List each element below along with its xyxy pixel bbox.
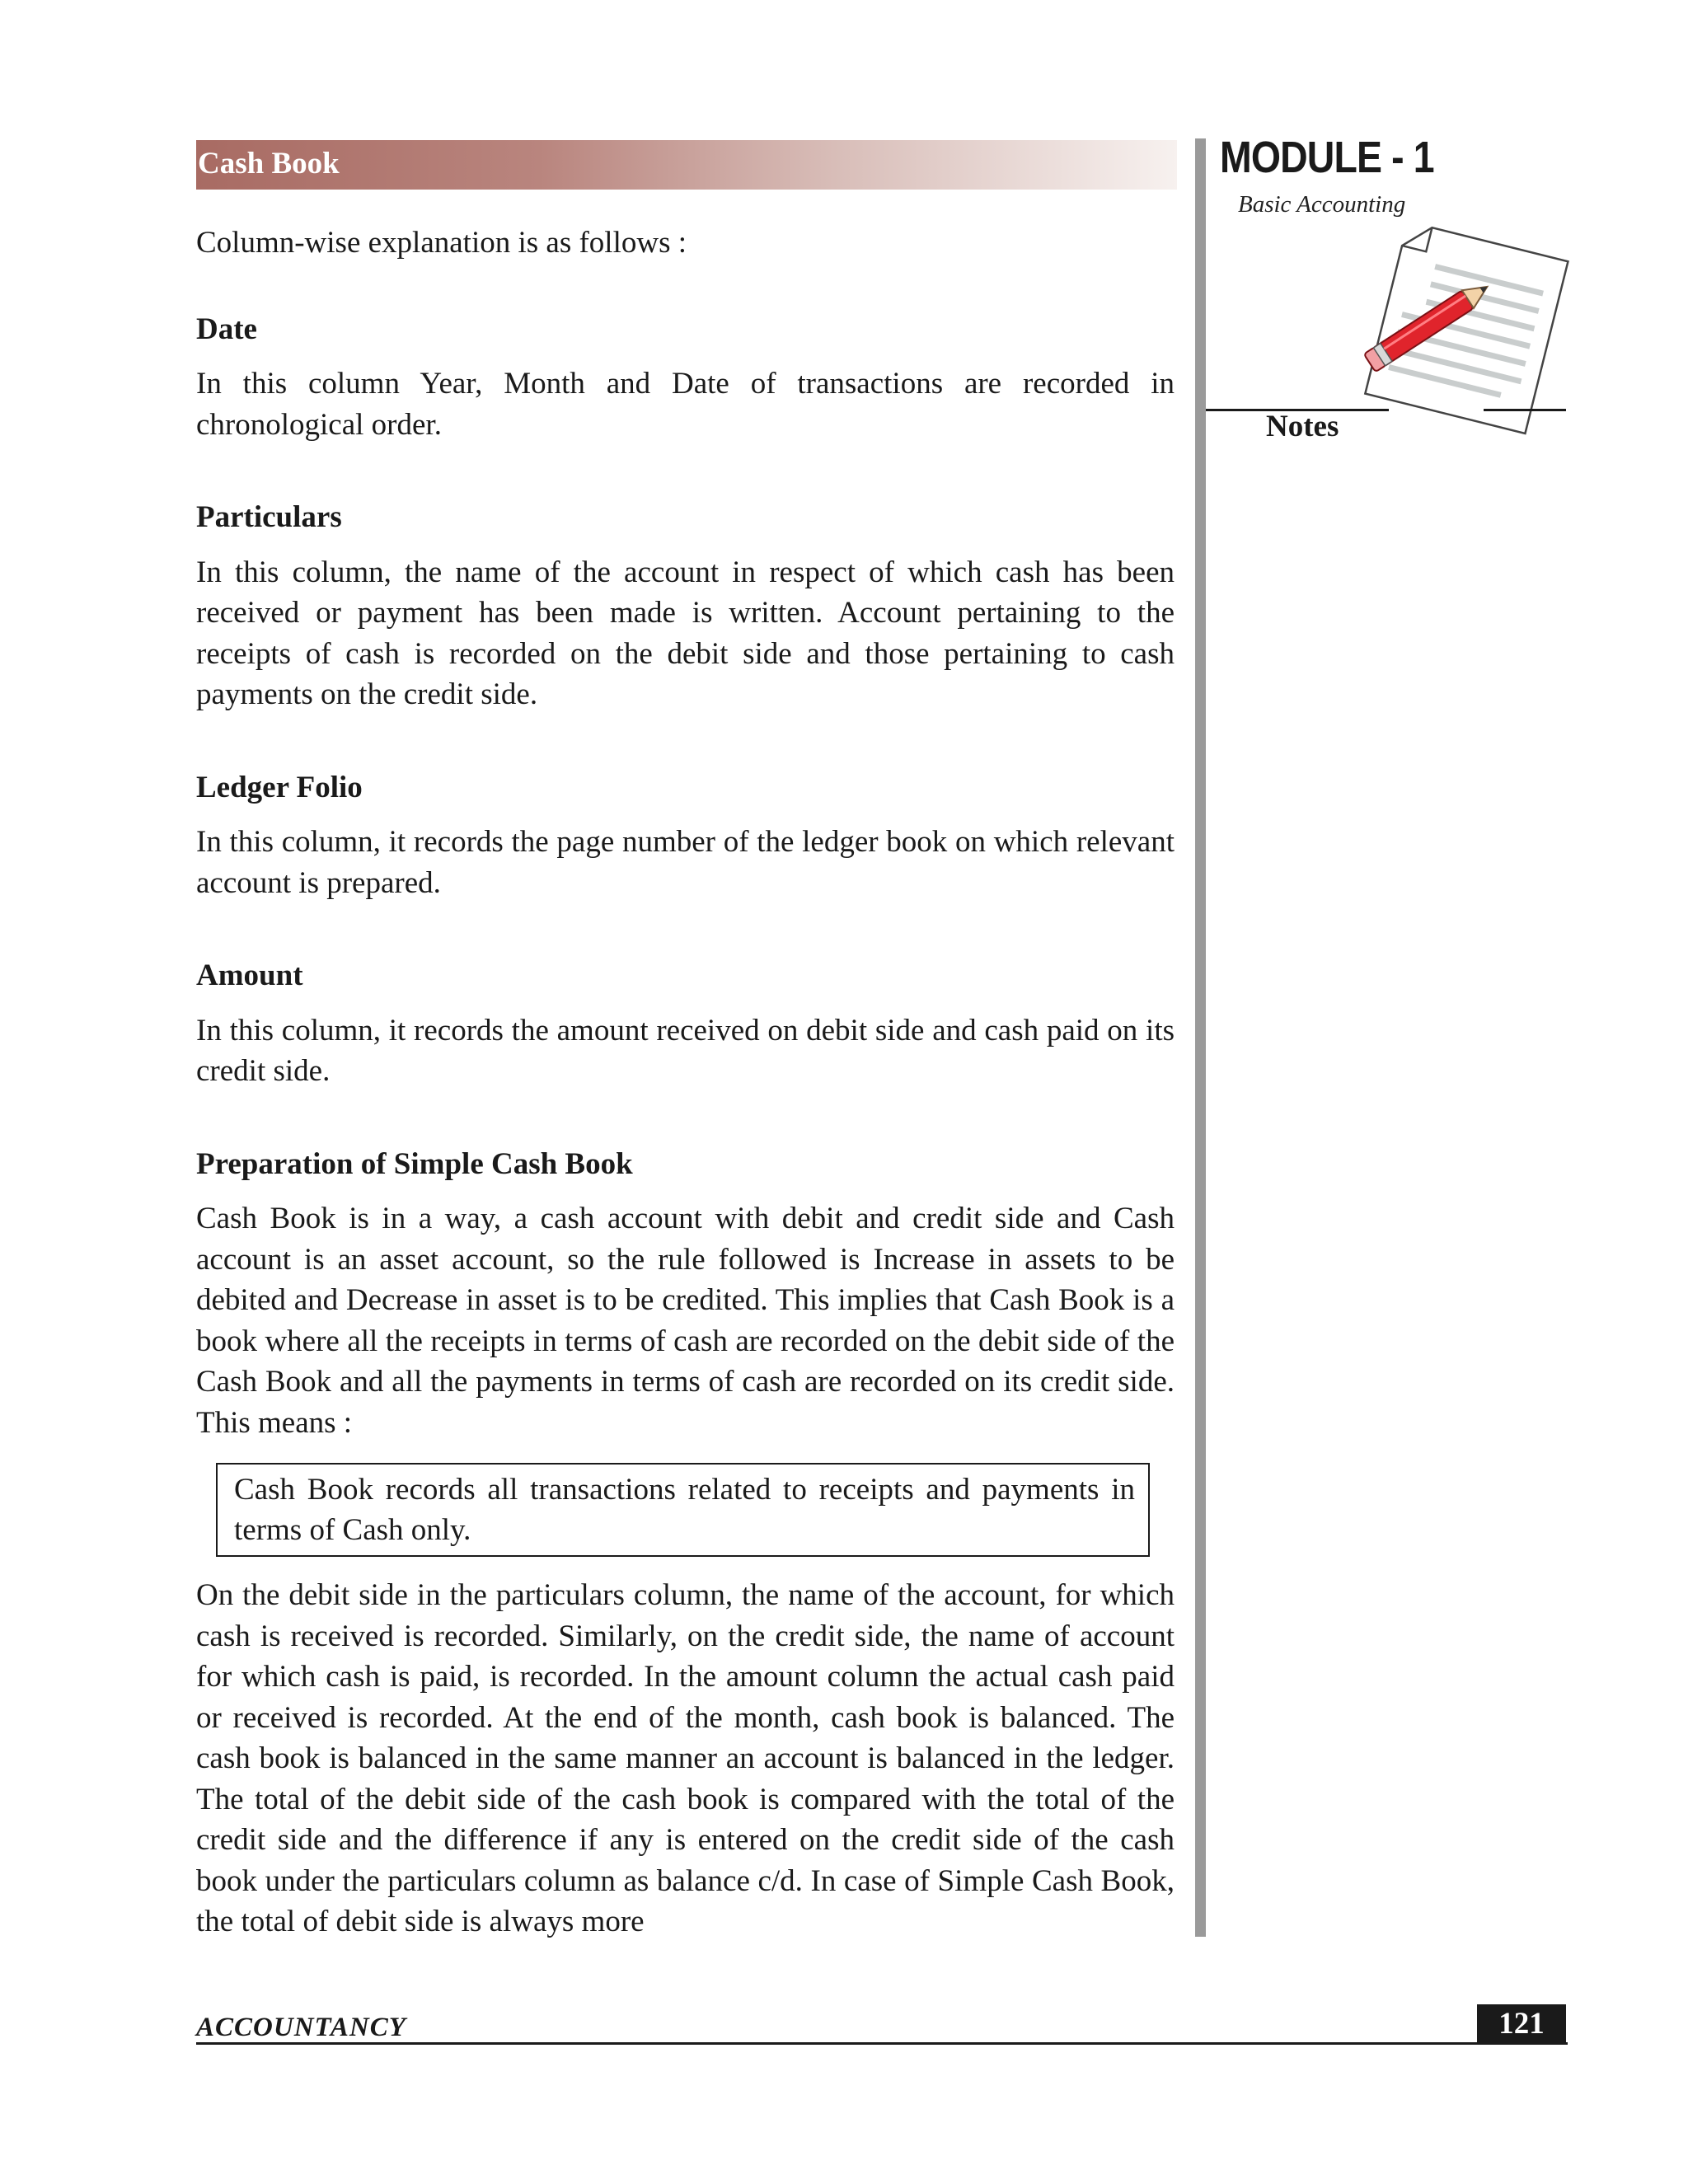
page-number: 121: [1477, 2004, 1566, 2044]
paragraph-date: In this column Year, Month and Date of transactions are recorded in chronological order.: [196, 367, 1175, 442]
heading-date: Date: [196, 312, 257, 346]
notepad-pencil-icon: [1352, 210, 1582, 441]
paragraph-amount: In this column, it records the amount received on debit side and cash paid on its credit side.: [196, 1013, 1175, 1088]
paragraph-closing: On the debit side in the particulars column, the name of the account, for which cash is received is recorded. Similarly, on the credit side, the name of account for which cash is paid, is recorded. In the amount column the actual cash paid or received is recorded. At the end of the month, cash book is balanced. The cash book is balanced in the same manner an account is balanced in the ledger. The total of the debit side of the cash book is compared with the total of the credit side and the difference if any is entered on the credit side of the cash book under the particulars column as balance c/d. In case of Simple Cash Book, the total of debit side is always more: [196, 1578, 1175, 1938]
heading-preparation: Preparation of Simple Cash Book: [196, 1146, 633, 1181]
sidebar-divider: [1195, 138, 1206, 1937]
footer-title: ACCOUNTANCY: [196, 2013, 406, 2042]
intro-text: Column-wise explanation is as follows :: [196, 226, 687, 260]
main-content: [196, 223, 1175, 1943]
heading-amount: Amount: [196, 958, 303, 992]
paragraph-preparation: Cash Book is in a way, a cash account with debit and credit side and Cash account is an asset account, so the rule followed is Increase in assets to be debited and Decrease in asset is to be credited. This implies that Cash Book is a book where all the receipts in terms of cash are recorded on the debit side of the Cash Book and all the payments in terms of cash are recorded on its credit side. This means :: [196, 1202, 1175, 1440]
footer-rule: [196, 2042, 1568, 2045]
heading-ledger-folio: Ledger Folio: [196, 770, 363, 804]
notes-label: Notes: [1266, 410, 1339, 443]
paragraph-ledger-folio: In this column, it records the page number of the ledger book on which relevant account is prepared.: [196, 825, 1175, 900]
section-title: Cash Book: [198, 147, 340, 180]
notes-rule-right: [1484, 409, 1566, 411]
callout-box: [216, 1463, 1150, 1557]
module-title: MODULE - 1: [1220, 133, 1434, 182]
section-header-bar: [196, 140, 1177, 190]
heading-particulars: Particulars: [196, 500, 342, 534]
paragraph-particulars: In this column, the name of the account in respect of which cash has been received or payment has been made is written. Account pertaining to the receipts of cash is recorded on the debit side and those pertaining to cash payments on the credit side.: [196, 555, 1175, 711]
callout-text: Cash Book records all transactions related to receipts and payments in terms of Cash only.: [234, 1473, 1135, 1547]
module-subtitle: Basic Accounting: [1238, 191, 1406, 218]
